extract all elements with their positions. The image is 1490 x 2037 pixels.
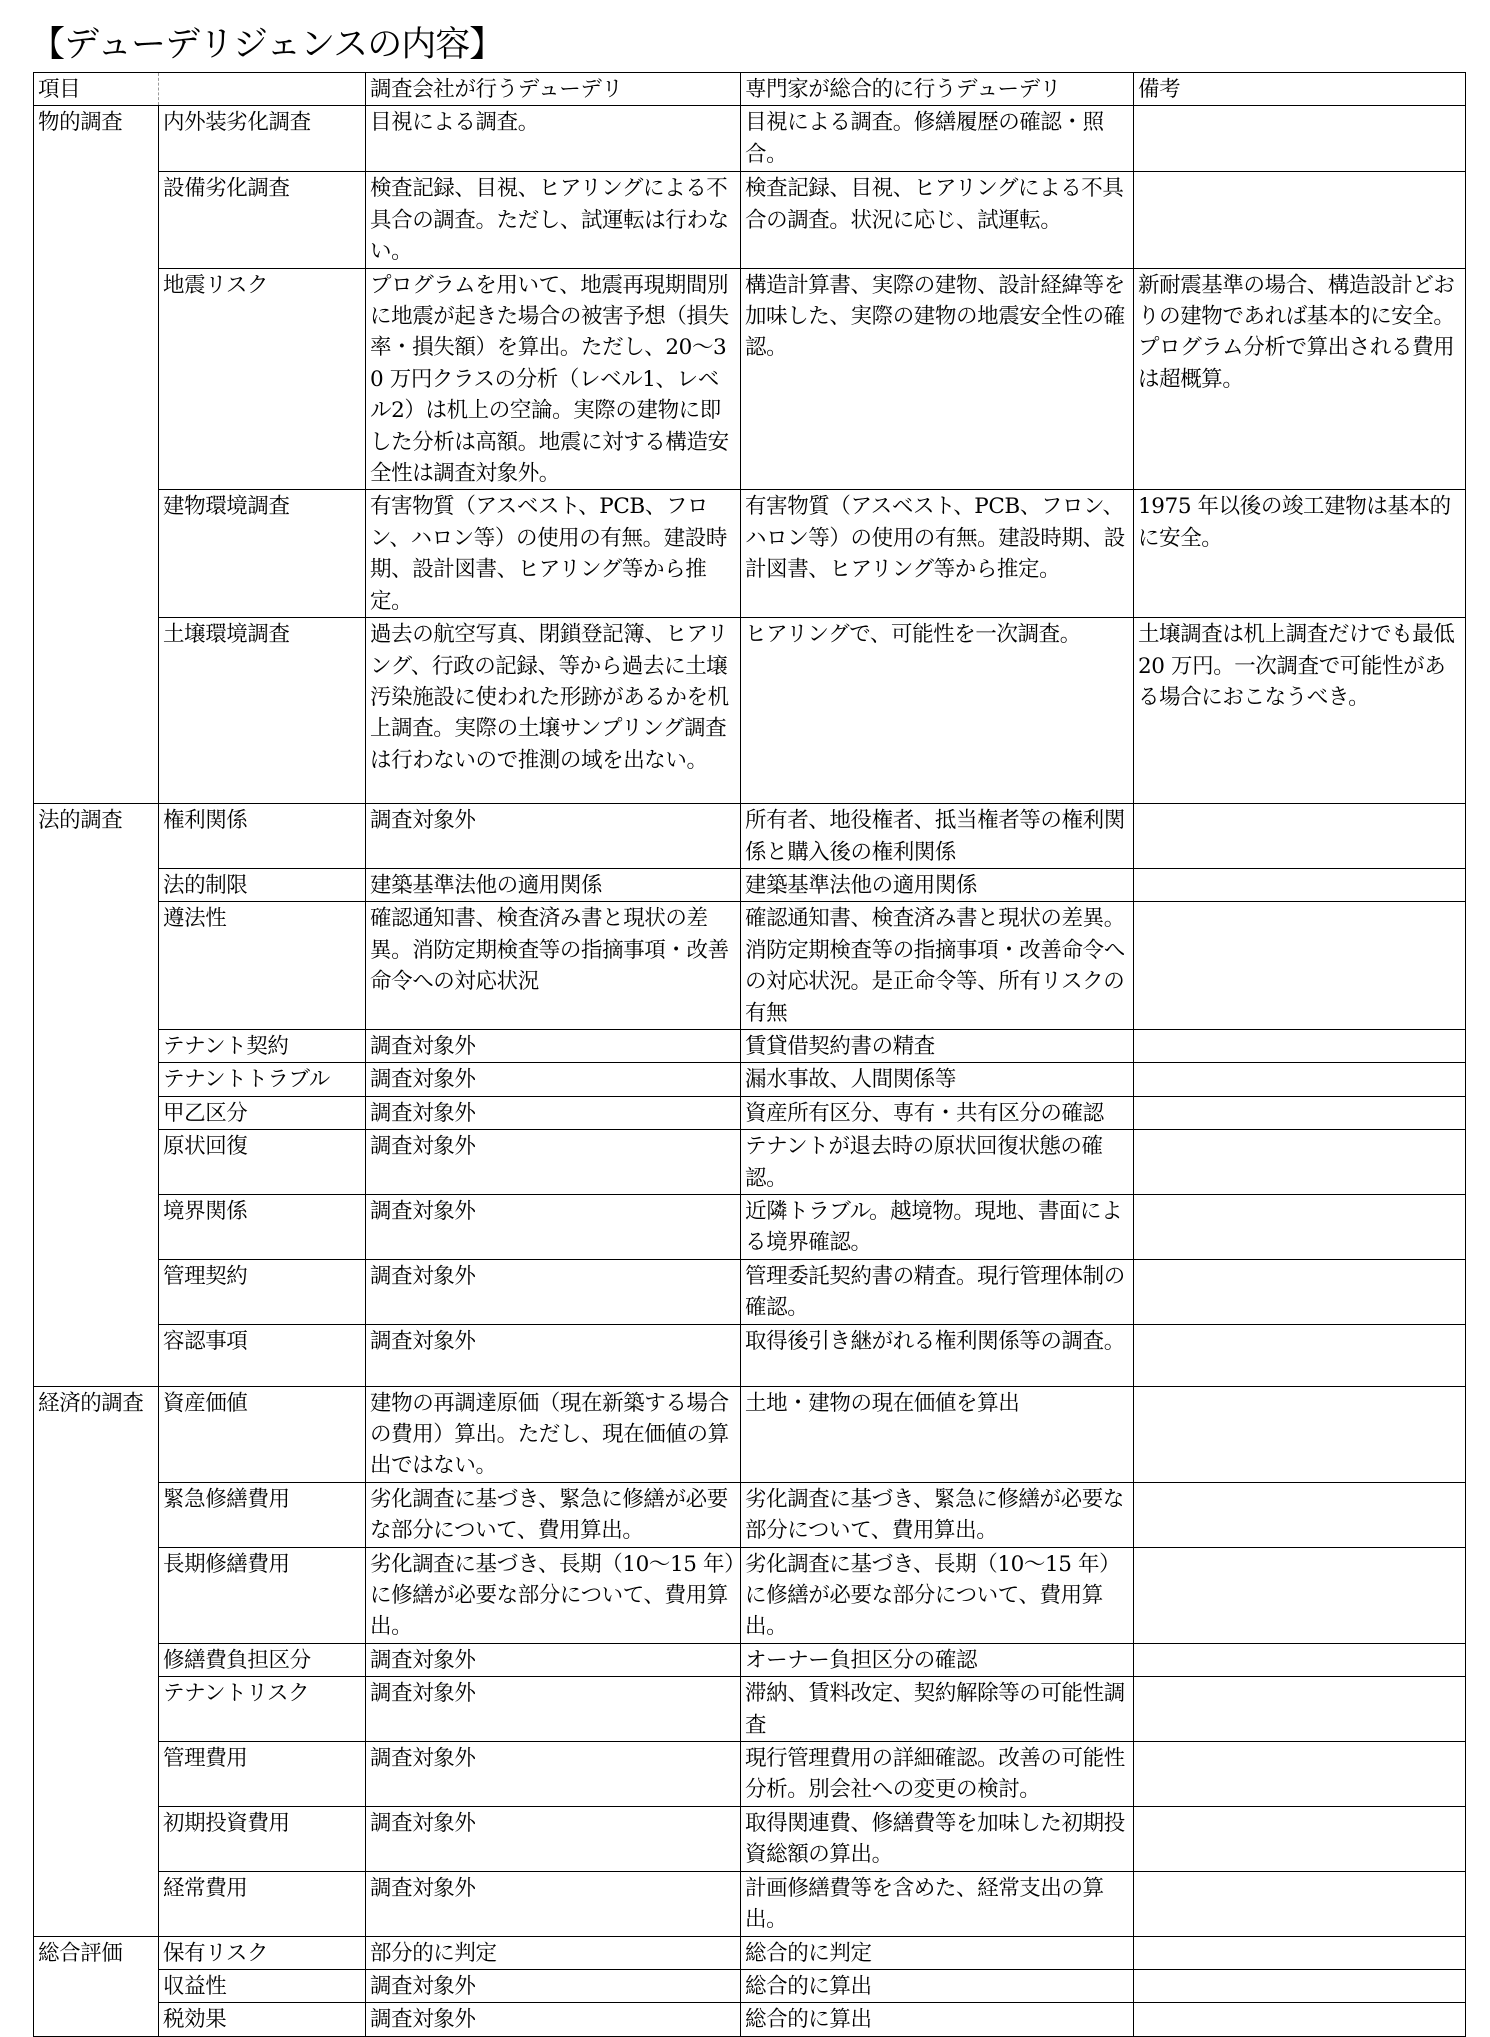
expert-cell: 管理委託契約書の精査。現行管理体制の確認。 [741,1259,1134,1324]
expert-cell: 有害物質（アスベスト、PCB、フロン、ハロン等）の使用の有無。建設時期、設計図書、ヒアリング等から推定。 [741,490,1134,618]
company-cell: 調査対象外 [366,2003,741,2036]
remarks-cell [1134,1130,1466,1195]
item-cell: 資産価値 [159,1386,366,1482]
table-row [34,268,1466,490]
remarks-cell [1134,1194,1466,1259]
remarks-cell [1134,1677,1466,1742]
table-row [34,490,1466,618]
table-row [34,1029,1466,1062]
expert-cell: 総合的に判定 [741,1936,1134,1969]
table-row [34,1482,1466,1547]
item-cell: 容認事項 [159,1324,366,1386]
company-cell: 調査対象外 [366,1742,741,1807]
remarks-cell: 土壌調査は机上調査だけでも最低 20 万円。一次調査で可能性がある場合におこなうべき。 [1134,618,1466,804]
category-cell [34,1643,159,1676]
company-cell: 調査対象外 [366,1677,741,1742]
item-cell: テナントトラブル [159,1063,366,1096]
item-cell: 初期投資費用 [159,1806,366,1871]
expert-cell: テナントが退去時の原状回復状態の確認。 [741,1130,1134,1195]
item-cell: 境界関係 [159,1194,366,1259]
expert-cell: 劣化調査に基づき、緊急に修繕が必要な部分について、費用算出。 [741,1482,1134,1547]
due-diligence-table [33,72,1466,2037]
remarks-cell [1134,1936,1466,1969]
category-cell [34,1324,159,1386]
header-company: 調査会社が行うデューデリ [366,73,741,106]
remarks-cell [1134,1806,1466,1871]
item-cell: 建物環境調査 [159,490,366,618]
company-cell: 調査対象外 [366,1096,741,1129]
category-cell [34,902,159,1030]
category-cell: 法的調査 [34,804,159,869]
expert-cell: 建築基準法他の適用関係 [741,868,1134,901]
table-row [34,1547,1466,1643]
company-cell: 有害物質（アスベスト、PCB、フロン、ハロン等）の使用の有無。建設時期、設計図書、ヒアリング等から推定。 [366,490,741,618]
category-cell [34,1871,159,1936]
item-cell: 収益性 [159,1969,366,2002]
company-cell: 調査対象外 [366,1194,741,1259]
expert-cell: 資産所有区分、専有・共有区分の確認 [741,1096,1134,1129]
item-cell: 税効果 [159,2003,366,2036]
category-cell: 物的調査 [34,106,159,172]
remarks-cell [1134,106,1466,172]
company-cell: 過去の航空写真、閉鎖登記簿、ヒアリング、行政の記録、等から過去に土壌汚染施設に使われた形跡があるかを机上調査。実際の土壌サンプリング調査は行わないので推測の域を出ない。 [366,618,741,804]
company-cell: 目視による調査。 [366,106,741,172]
company-cell: 調査対象外 [366,1871,741,1936]
category-cell [34,1482,159,1547]
expert-cell: 取得関連費、修繕費等を加味した初期投資総額の算出。 [741,1806,1134,1871]
expert-cell: 劣化調査に基づき、長期（10～15 年）に修繕が必要な部分について、費用算出。 [741,1547,1134,1643]
remarks-cell [1134,868,1466,901]
company-cell: 劣化調査に基づき、緊急に修繕が必要な部分について、費用算出。 [366,1482,741,1547]
item-cell: テナントリスク [159,1677,366,1742]
remarks-cell [1134,1742,1466,1807]
header-row [34,73,1466,106]
item-cell: 甲乙区分 [159,1096,366,1129]
expert-cell: 総合的に算出 [741,1969,1134,2002]
table-row [34,1130,1466,1195]
item-cell: 遵法性 [159,902,366,1030]
table-row [34,902,1466,1030]
item-cell: 長期修繕費用 [159,1547,366,1643]
remarks-cell [1134,1029,1466,1062]
company-cell: 建築基準法他の適用関係 [366,868,741,901]
remarks-cell [1134,1386,1466,1482]
company-cell: 建物の再調達原価（現在新築する場合の費用）算出。ただし、現在価値の算出ではない。 [366,1386,741,1482]
company-cell: 調査対象外 [366,1643,741,1676]
category-cell: 経済的調査 [34,1386,159,1482]
table-row [34,1742,1466,1807]
expert-cell: 構造計算書、実際の建物、設計経緯等を加味した、実際の建物の地震安全性の確認。 [741,268,1134,490]
expert-cell: 滞納、賃料改定、契約解除等の可能性調査 [741,1677,1134,1742]
category-cell [34,2003,159,2036]
remarks-cell [1134,1096,1466,1129]
remarks-cell [1134,1259,1466,1324]
remarks-cell [1134,1482,1466,1547]
header-remarks: 備考 [1134,73,1466,106]
item-cell: 地震リスク [159,268,366,490]
company-cell: 部分的に判定 [366,1936,741,1969]
category-cell [34,1063,159,1096]
remarks-cell [1134,1324,1466,1386]
category-cell [34,1096,159,1129]
expert-cell: ヒアリングで、可能性を一次調査。 [741,618,1134,804]
company-cell: 劣化調査に基づき、長期（10～15 年）に修繕が必要な部分について、費用算出。 [366,1547,741,1643]
item-cell: テナント契約 [159,1029,366,1062]
expert-cell: 土地・建物の現在価値を算出 [741,1386,1134,1482]
header-item: 項目 [34,73,159,106]
table-row [34,1806,1466,1871]
table-body [34,73,1466,2037]
expert-cell: 検査記録、目視、ヒアリングによる不具合の調査。状況に応じ、試運転。 [741,172,1134,268]
category-cell [34,1029,159,1062]
page-title: 【デューデリジェンスの内容】 [30,25,504,65]
header-sub [159,73,366,106]
remarks-cell [1134,1063,1466,1096]
category-cell [34,868,159,901]
item-cell: 法的制限 [159,868,366,901]
category-cell [34,1194,159,1259]
category-cell [34,1130,159,1195]
expert-cell: 取得後引き継がれる権利関係等の調査。 [741,1324,1134,1386]
remarks-cell [1134,902,1466,1030]
item-cell: 緊急修繕費用 [159,1482,366,1547]
category-cell: 総合評価 [34,1936,159,1969]
table-row [34,1969,1466,2002]
category-cell [34,172,159,268]
table-row [34,1259,1466,1324]
item-cell: 原状回復 [159,1130,366,1195]
table-row [34,1386,1466,1482]
item-cell: 権利関係 [159,804,366,869]
remarks-cell [1134,804,1466,869]
table-row [34,618,1466,804]
table-row [34,1096,1466,1129]
category-cell [34,1742,159,1807]
category-cell [34,490,159,618]
category-cell [34,1677,159,1742]
expert-cell: 近隣トラブル。越境物。現地、書面による境界確認。 [741,1194,1134,1259]
remarks-cell: 新耐震基準の場合、構造設計どおりの建物であれば基本的に安全。プログラム分析で算出される費用は超概算。 [1134,268,1466,490]
company-cell: 検査記録、目視、ヒアリングによる不具合の調査。ただし、試運転は行わない。 [366,172,741,268]
category-cell [34,268,159,490]
company-cell: プログラムを用いて、地震再現期間別に地震が起きた場合の被害予想（損失率・損失額）を算出。ただし、20～30 万円クラスの分析（レベル1、レベル2）は机上の空論。実際の建物に即した分析は高額。地震に対する構造安全性は調査対象外。 [366,268,741,490]
company-cell: 調査対象外 [366,804,741,869]
expert-cell: 現行管理費用の詳細確認。改善の可能性分析。別会社への変更の検討。 [741,1742,1134,1807]
item-cell: 設備劣化調査 [159,172,366,268]
header-expert: 専門家が総合的に行うデューデリ [741,73,1134,106]
category-cell [34,1547,159,1643]
company-cell: 調査対象外 [366,1063,741,1096]
table-row [34,2003,1466,2036]
company-cell: 確認通知書、検査済み書と現状の差異。消防定期検査等の指摘事項・改善命令への対応状況 [366,902,741,1030]
category-cell [34,1806,159,1871]
expert-cell: 賃貸借契約書の精査 [741,1029,1134,1062]
table-row [34,106,1466,172]
table-row [34,1871,1466,1936]
table-row [34,804,1466,869]
company-cell: 調査対象外 [366,1969,741,2002]
remarks-cell [1134,1871,1466,1936]
expert-cell: 漏水事故、人間関係等 [741,1063,1134,1096]
category-cell [34,618,159,804]
remarks-cell [1134,172,1466,268]
item-cell: 修繕費負担区分 [159,1643,366,1676]
remarks-cell: 1975 年以後の竣工建物は基本的に安全。 [1134,490,1466,618]
expert-cell: 所有者、地役権者、抵当権者等の権利関係と購入後の権利関係 [741,804,1134,869]
table-row [34,1936,1466,1969]
item-cell: 経常費用 [159,1871,366,1936]
company-cell: 調査対象外 [366,1806,741,1871]
table-row [34,1194,1466,1259]
remarks-cell [1134,2003,1466,2036]
table-row [34,1643,1466,1676]
company-cell: 調査対象外 [366,1259,741,1324]
remarks-cell [1134,1547,1466,1643]
remarks-cell [1134,1643,1466,1676]
category-cell [34,1969,159,2002]
item-cell: 管理契約 [159,1259,366,1324]
item-cell: 管理費用 [159,1742,366,1807]
company-cell: 調査対象外 [366,1324,741,1386]
table-row [34,1324,1466,1386]
expert-cell: 計画修繕費等を含めた、経常支出の算出。 [741,1871,1134,1936]
table-row [34,868,1466,901]
expert-cell: 総合的に算出 [741,2003,1134,2036]
remarks-cell [1134,1969,1466,2002]
company-cell: 調査対象外 [366,1130,741,1195]
item-cell: 内外装劣化調査 [159,106,366,172]
table-row [34,1063,1466,1096]
expert-cell: 確認通知書、検査済み書と現状の差異。消防定期検査等の指摘事項・改善命令への対応状況。是正命令等、所有リスクの有無 [741,902,1134,1030]
table-row [34,1677,1466,1742]
item-cell: 保有リスク [159,1936,366,1969]
item-cell: 土壌環境調査 [159,618,366,804]
expert-cell: オーナー負担区分の確認 [741,1643,1134,1676]
expert-cell: 目視による調査。修繕履歴の確認・照合。 [741,106,1134,172]
table-row [34,172,1466,268]
category-cell [34,1259,159,1324]
company-cell: 調査対象外 [366,1029,741,1062]
